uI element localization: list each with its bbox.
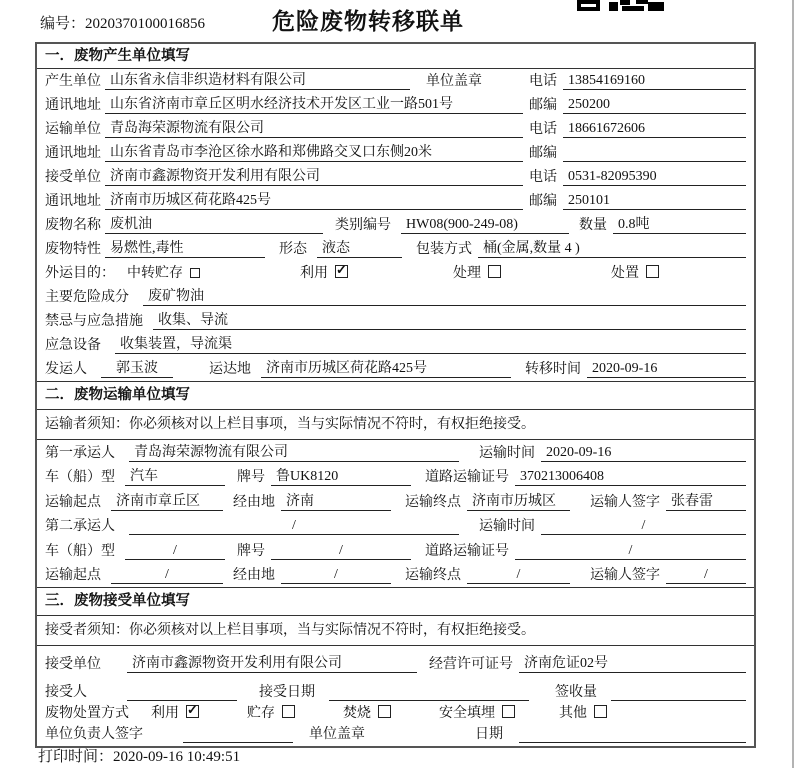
option-label: 中转贮存 (127, 266, 183, 281)
route-end-value: 济南市历城区 (467, 490, 570, 511)
transfer-time-value: 2020-09-16 (587, 361, 746, 378)
row-emergency-equipment (37, 333, 754, 357)
waste-name-value: 废机油 (105, 213, 323, 234)
road-license-value: / (515, 543, 746, 560)
first-carrier-label: 第一承运人 (45, 445, 115, 461)
accept-unit-value: 济南市鑫源物资开发利用有限公司 (105, 165, 523, 186)
waste-character-label: 废物特性 (45, 242, 101, 257)
route-via-label: 经由地 (233, 568, 275, 583)
responsible-sign-label: 单位负责人签字 (45, 727, 143, 742)
transport-time-label: 运输时间 (479, 519, 535, 534)
date-label: 日期 (475, 727, 503, 742)
waste-name-label: 废物名称 (45, 218, 101, 233)
row-transport-address (37, 141, 754, 165)
route-start-label: 运输起点 (45, 494, 101, 510)
tel-label: 电话 (529, 74, 557, 89)
option-label: 安全填埋 (439, 706, 495, 721)
checkbox-treat (488, 265, 501, 278)
route-via-value: 济南 (281, 490, 391, 511)
option-label: 其他 (559, 706, 587, 721)
vehicle-type-value: / (125, 543, 225, 560)
zip-label: 邮编 (529, 146, 557, 161)
route-start-value: / (111, 567, 223, 584)
produce-unit-value: 山东省永信非织造材料有限公司 (105, 69, 410, 90)
plate-label: 牌号 (237, 543, 265, 559)
route-end-label: 运输终点 (405, 494, 461, 510)
carrier-sign-value: / (666, 567, 746, 584)
vehicle-type-value: 汽车 (125, 465, 225, 486)
row-waste-character (37, 237, 754, 261)
permit-label: 经营许可证号 (429, 657, 513, 672)
page-title: 危险废物转移联单 (272, 9, 464, 34)
sender-value: 郭玉波 (101, 357, 173, 378)
second-carrier-value: / (129, 518, 459, 535)
address-value: 山东省济南市章丘区明水经济技术开发区工业一路501号 (105, 93, 523, 114)
carrier-notice: 运输者须知：你必须核对以上栏目事项，当与实际情况不符时，有权拒绝接受。 (37, 410, 754, 440)
qr-code-fragment-icon (577, 0, 665, 11)
qr-block (620, 0, 630, 5)
option-store (247, 702, 295, 722)
quantity-label: 数量 (579, 218, 607, 233)
accept-unit-label: 接受单位 (45, 170, 101, 185)
row-first-vehicle (37, 465, 754, 490)
vehicle-type-label: 车（船）型 (45, 543, 115, 559)
row-produce-address (37, 93, 754, 117)
address-label: 通讯地址 (45, 146, 101, 161)
checkbox-incinerate (378, 705, 391, 718)
transfer-manifest-form (35, 42, 756, 748)
option-transfer-storage (127, 262, 200, 282)
road-license-label: 道路运输证号 (425, 470, 509, 485)
option-label: 贮存 (247, 706, 275, 721)
zip-label: 邮编 (529, 98, 557, 113)
first-carrier-value: 青岛海荣源物流有限公司 (129, 441, 459, 462)
row-taboo-measures (37, 309, 754, 333)
checkbox-utilize (186, 705, 199, 718)
transport-time-label: 运输时间 (479, 445, 535, 461)
transfer-time-label: 转移时间 (525, 362, 581, 377)
receipt-quantity-label: 签收量 (555, 685, 597, 700)
row-disposal-method (37, 704, 754, 725)
plate-value: 鲁UK8120 (271, 465, 411, 486)
print-time-value: 2020-09-16 10:49:51 (113, 749, 241, 765)
road-license-value: 370213006408 (515, 469, 746, 486)
disposal-method-label: 废物处置方式 (45, 706, 129, 721)
taboo-measures-value: 收集、导流 (153, 309, 746, 330)
tel-value: 18661672606 (563, 121, 746, 138)
qr-block (648, 2, 664, 11)
quantity-value: 0.8吨 (613, 213, 746, 234)
qr-block (577, 0, 600, 11)
packing-value: 桶(金属,数量 4 ) (478, 237, 746, 258)
carrier-sign-label: 运输人签字 (590, 568, 660, 583)
sender-label: 发运人 (45, 362, 87, 377)
row-accept-address (37, 189, 754, 213)
address-value: 济南市历城区荷花路425号 (105, 189, 523, 210)
carrier-sign-value: 张春雷 (666, 490, 746, 511)
permit-value: 济南危证02号 (519, 652, 746, 673)
route-via-value: / (281, 567, 391, 584)
road-license-label: 道路运输证号 (425, 543, 509, 559)
print-time (38, 745, 240, 766)
row-second-carrier (37, 514, 754, 539)
checkbox-dispose (646, 265, 659, 278)
second-carrier-label: 第二承运人 (45, 519, 115, 534)
row-hazard-component (37, 285, 754, 309)
option-utilize (300, 262, 348, 282)
emergency-equipment-label: 应急设备 (45, 338, 101, 353)
checkbox-other (594, 705, 607, 718)
qr-block (609, 2, 618, 11)
receiver-notice: 接受者须知：你必须核对以上栏目事项，当与实际情况不符时，有权拒绝接受。 (37, 616, 754, 646)
row-second-vehicle (37, 538, 754, 563)
waste-character-value: 易燃性,毒性 (105, 237, 265, 258)
date-value (519, 726, 746, 743)
form-label: 形态 (279, 242, 307, 257)
row-first-carrier (37, 440, 754, 465)
serial-label: 编号： (40, 16, 86, 32)
destination-label: 运达地 (209, 362, 251, 377)
row-transport-unit (37, 117, 754, 141)
checkbox-landfill (502, 705, 515, 718)
receiver-label: 接受人 (45, 685, 87, 700)
qr-block (636, 0, 648, 4)
row-accept-unit-2 (37, 646, 754, 676)
option-label: 处理 (453, 266, 481, 281)
option-landfill (439, 702, 515, 722)
checkbox-utilize (335, 265, 348, 278)
hazard-component-label: 主要危险成分 (45, 290, 129, 305)
row-responsible-sign (37, 725, 754, 746)
address-label: 通讯地址 (45, 98, 101, 113)
zip-value: 250101 (563, 193, 746, 210)
destination-value: 济南市历城区荷花路425号 (261, 357, 511, 378)
plate-value: / (271, 543, 411, 560)
row-second-route (37, 563, 754, 588)
route-via-label: 经由地 (233, 494, 275, 510)
zip-label: 邮编 (529, 194, 557, 209)
option-incinerate (343, 702, 391, 722)
row-outbound-purpose (37, 261, 754, 285)
option-label: 处置 (611, 266, 639, 281)
option-label: 焚烧 (343, 706, 371, 721)
page-edge-divider (792, 0, 794, 768)
checkbox-transfer-storage (190, 268, 200, 278)
carrier-sign-label: 运输人签字 (590, 494, 660, 510)
tel-value: 13854169160 (563, 73, 746, 90)
qr-block (622, 6, 644, 11)
zip-value: 250200 (563, 97, 746, 114)
produce-unit-label: 产生单位 (45, 74, 101, 89)
option-dispose (611, 262, 659, 282)
transport-unit-label: 运输单位 (45, 122, 101, 137)
vehicle-type-label: 车（船）型 (45, 470, 115, 485)
zip-value (563, 145, 746, 162)
category-code-value: HW08(900-249-08) (401, 217, 569, 234)
row-sender (37, 357, 754, 381)
transport-time-value: 2020-09-16 (541, 445, 746, 462)
serial-value: 2020370100016856 (85, 16, 206, 32)
accept-unit-label: 接受单位 (45, 657, 101, 672)
address-value: 山东省青岛市李沧区徐水路和郑佛路交叉口东侧20米 (105, 141, 523, 162)
row-produce-unit (37, 69, 754, 93)
responsible-sign-value (183, 726, 293, 743)
section-1-header: 一．废物产生单位填写 (37, 44, 754, 69)
unit-seal-label: 单位盖章 (426, 74, 482, 89)
receiver-value (127, 684, 237, 701)
option-treat (453, 262, 501, 282)
route-end-value: / (467, 567, 570, 584)
form-value: 液态 (317, 237, 402, 258)
category-code-label: 类别编号 (335, 218, 391, 233)
option-utilize (151, 702, 199, 722)
receive-date-label: 接受日期 (259, 685, 315, 700)
row-accept-unit (37, 165, 754, 189)
plate-label: 牌号 (237, 470, 265, 485)
route-start-value: 济南市章丘区 (111, 490, 223, 511)
row-waste-name (37, 213, 754, 237)
tel-label: 电话 (529, 170, 557, 185)
outbound-purpose-label: 外运目的： (45, 266, 115, 281)
unit-seal-label: 单位盖章 (309, 727, 365, 742)
taboo-measures-label: 禁忌与应急措施 (45, 314, 143, 329)
route-end-label: 运输终点 (405, 568, 461, 583)
hazard-component-value: 废矿物油 (143, 285, 746, 306)
transport-unit-value: 青岛海荣源物流有限公司 (105, 117, 523, 138)
checkbox-store (282, 705, 295, 718)
row-first-route (37, 489, 754, 514)
emergency-equipment-value: 收集装置，导流渠 (115, 333, 746, 354)
accept-unit-value: 济南市鑫源物资开发利用有限公司 (127, 652, 417, 673)
tel-label: 电话 (529, 122, 557, 137)
option-label: 利用 (151, 706, 179, 721)
receive-date-value (329, 684, 529, 701)
option-label: 利用 (300, 266, 328, 281)
section-2-header: 二．废物运输单位填写 (37, 381, 754, 410)
address-label: 通讯地址 (45, 194, 101, 209)
route-start-label: 运输起点 (45, 568, 101, 583)
row-receiver (37, 676, 754, 704)
transport-time-value: / (541, 518, 746, 535)
print-time-label: 打印时间： (38, 749, 114, 765)
section-3-header: 三．废物接受单位填写 (37, 587, 754, 616)
tel-value: 0531-82095390 (563, 169, 746, 186)
receipt-quantity-value (611, 684, 746, 701)
packing-label: 包装方式 (416, 242, 472, 257)
option-other (559, 702, 607, 722)
